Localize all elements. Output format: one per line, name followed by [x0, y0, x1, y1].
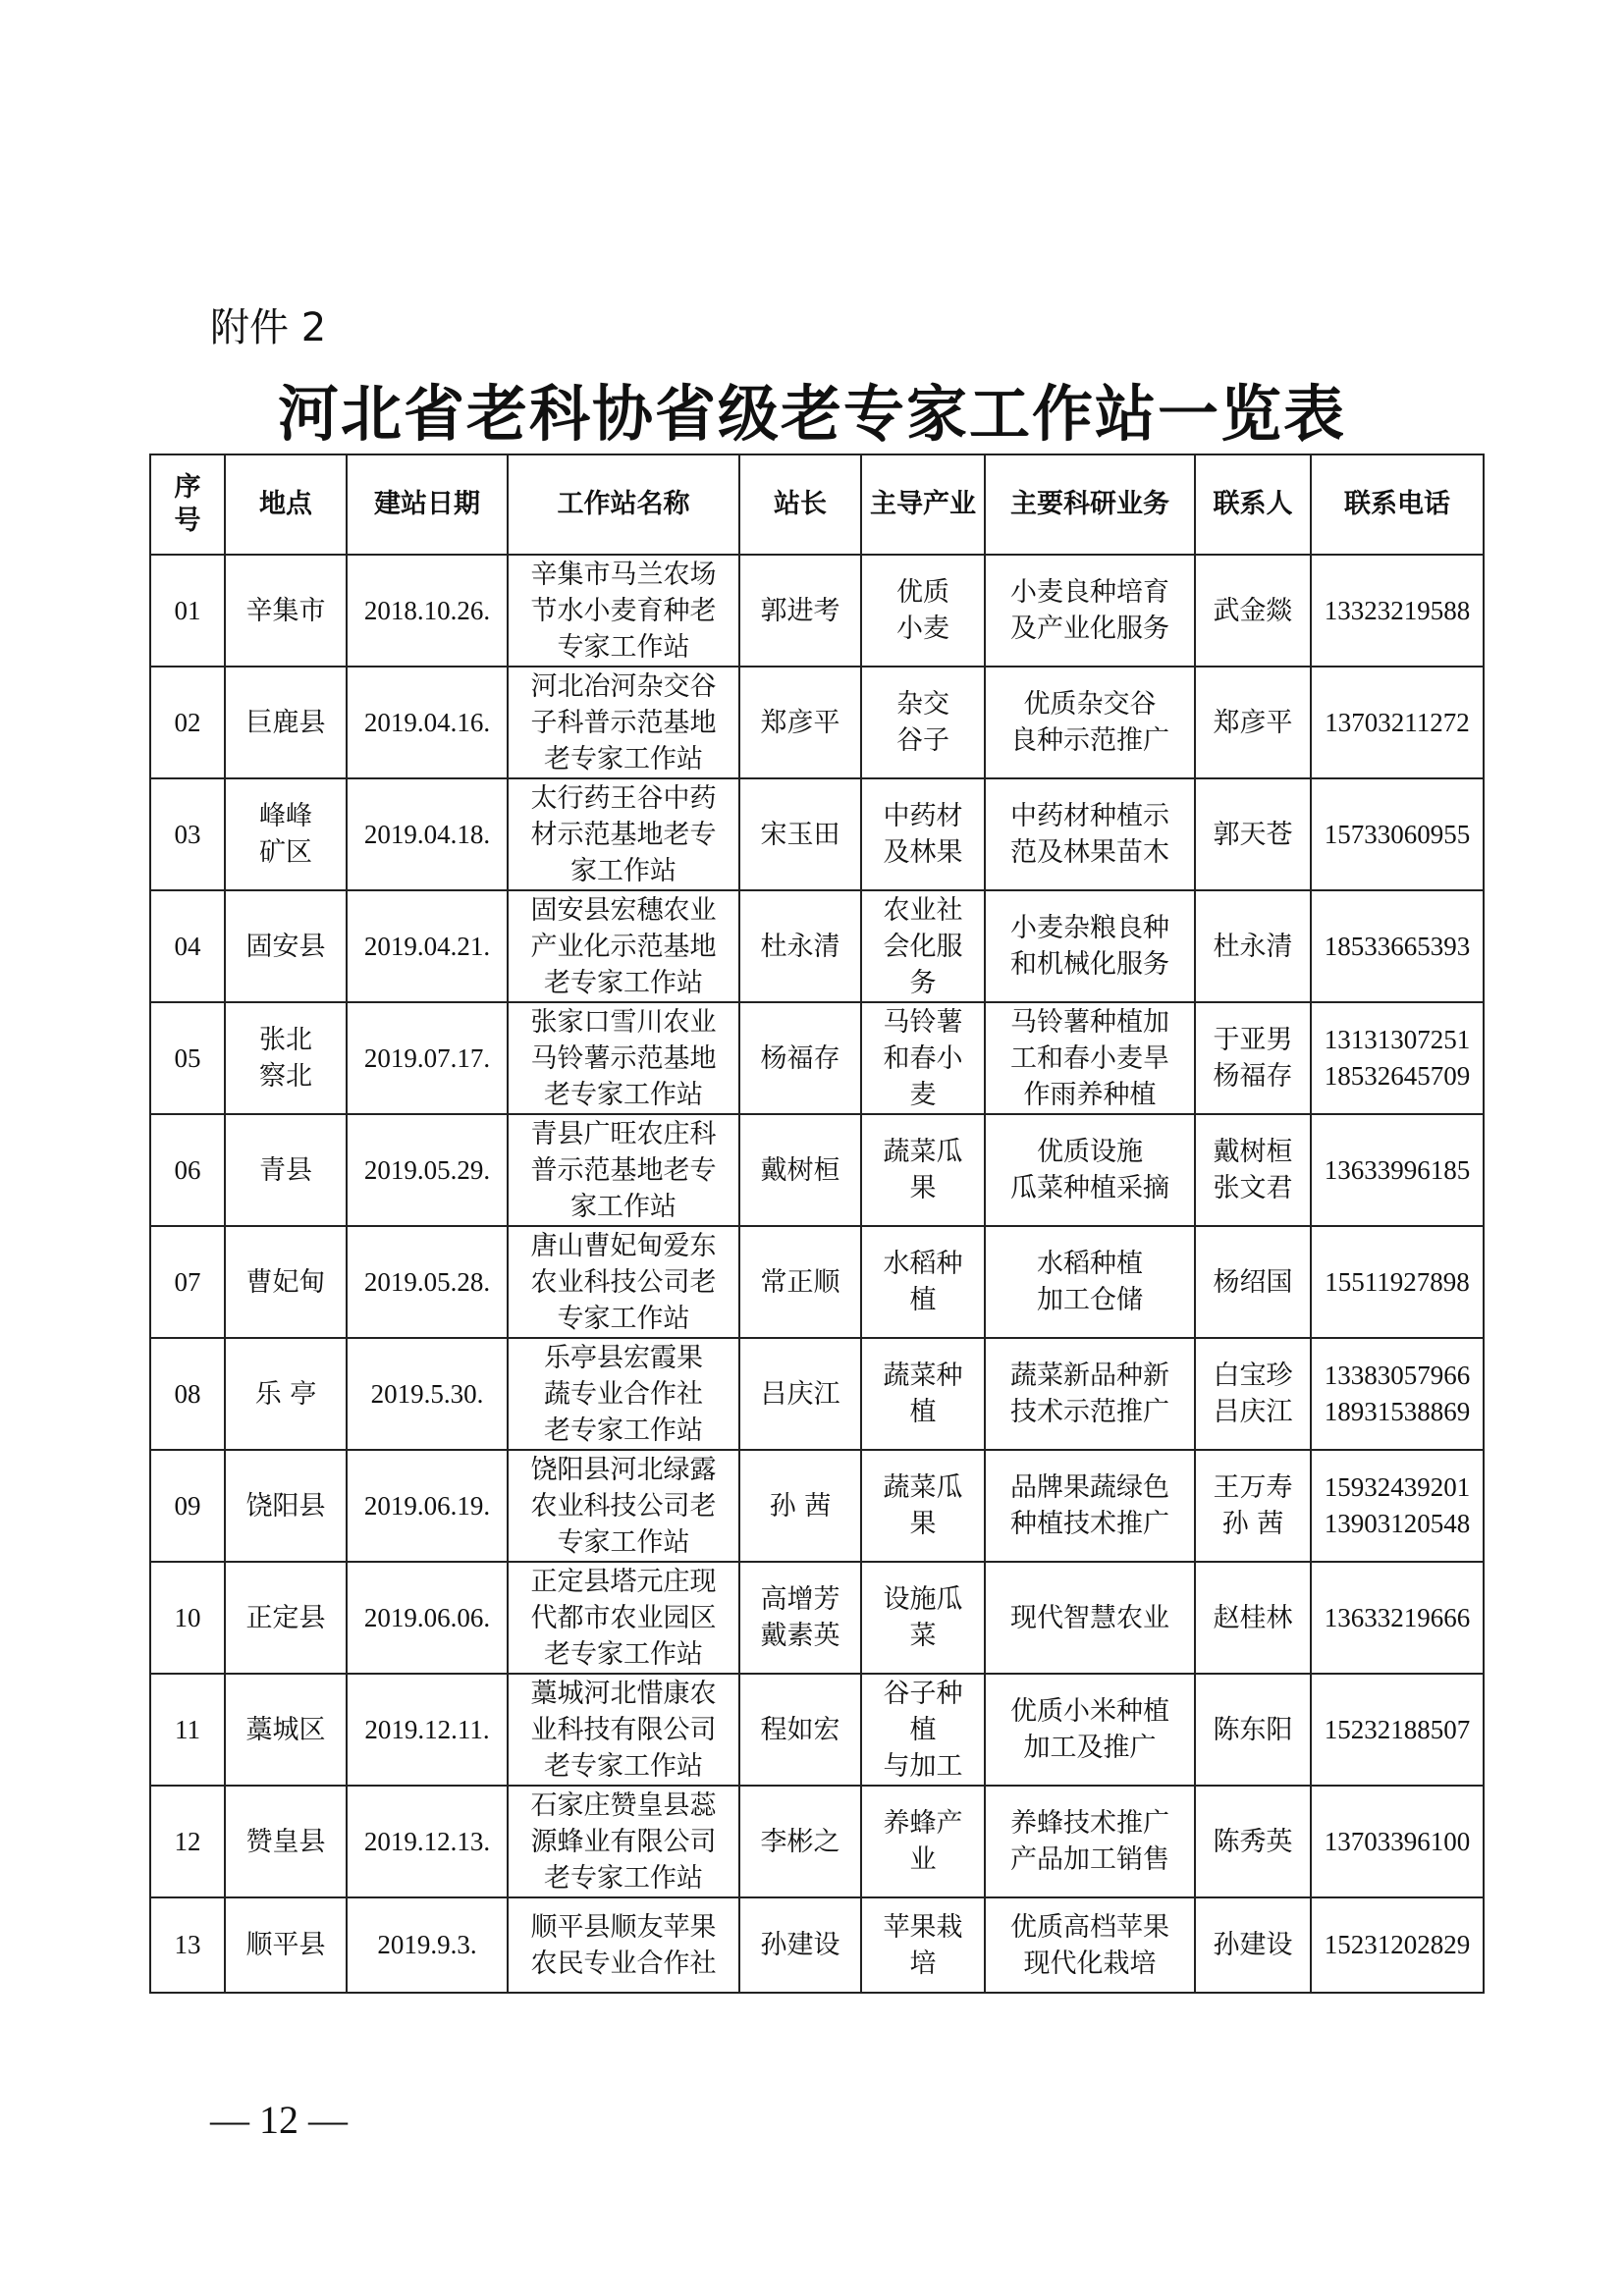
cell-contact: 郑彦平	[1195, 667, 1311, 778]
column-header: 站长	[739, 454, 861, 555]
cell-industry: 优质 小麦	[861, 555, 985, 667]
cell-date: 2019.12.11.	[347, 1674, 508, 1786]
cell-station-head: 孙 茜	[739, 1450, 861, 1562]
table-header-row	[150, 454, 1484, 555]
cell-station-head: 孙建设	[739, 1897, 861, 1993]
cell-no: 03	[150, 778, 225, 890]
cell-phone: 15231202829	[1311, 1897, 1484, 1993]
cell-place: 赞皇县	[225, 1786, 347, 1897]
cell-business: 现代智慧农业	[985, 1562, 1195, 1674]
cell-station-name: 太行药王谷中药 材示范基地老专 家工作站	[508, 778, 739, 890]
cell-station-head: 郑彦平	[739, 667, 861, 778]
table-row	[150, 1450, 1484, 1562]
table-row	[150, 1226, 1484, 1338]
cell-contact: 杜永清	[1195, 890, 1311, 1002]
cell-no: 07	[150, 1226, 225, 1338]
cell-station-name: 唐山曹妃甸爱东 农业科技公司老 专家工作站	[508, 1226, 739, 1338]
cell-phone: 15733060955	[1311, 778, 1484, 890]
cell-industry: 养蜂产 业	[861, 1786, 985, 1897]
cell-business: 中药材种植示 范及林果苗木	[985, 778, 1195, 890]
cell-date: 2019.12.13.	[347, 1786, 508, 1897]
cell-no: 02	[150, 667, 225, 778]
cell-no: 11	[150, 1674, 225, 1786]
cell-station-name: 顺平县顺友苹果 农民专业合作社	[508, 1897, 739, 1993]
cell-station-name: 青县广旺农庄科 普示范基地老专 家工作站	[508, 1114, 739, 1226]
cell-contact: 于亚男 杨福存	[1195, 1002, 1311, 1114]
cell-station-head: 郭进考	[739, 555, 861, 667]
cell-business: 优质小米种植 加工及推广	[985, 1674, 1195, 1786]
page-title: 河北省老科协省级老专家工作站一览表	[277, 378, 1346, 450]
table-row	[150, 1562, 1484, 1674]
cell-industry: 农业社 会化服 务	[861, 890, 985, 1002]
cell-date: 2019.04.21.	[347, 890, 508, 1002]
cell-phone: 13131307251 18532645709	[1311, 1002, 1484, 1114]
cell-business: 小麦良种培育 及产业化服务	[985, 555, 1195, 667]
cell-place: 张北 察北	[225, 1002, 347, 1114]
cell-place: 曹妃甸	[225, 1226, 347, 1338]
cell-contact: 白宝珍 吕庆江	[1195, 1338, 1311, 1450]
cell-business: 优质杂交谷 良种示范推广	[985, 667, 1195, 778]
cell-place: 藁城区	[225, 1674, 347, 1786]
cell-station-head: 常正顺	[739, 1226, 861, 1338]
cell-station-name: 饶阳县河北绿露 农业科技公司老 专家工作站	[508, 1450, 739, 1562]
cell-place: 巨鹿县	[225, 667, 347, 778]
cell-date: 2019.9.3.	[347, 1897, 508, 1993]
table-row	[150, 1338, 1484, 1450]
cell-business: 品牌果蔬绿色 种植技术推广	[985, 1450, 1195, 1562]
column-header: 联系人	[1195, 454, 1311, 555]
cell-industry: 马铃薯 和春小 麦	[861, 1002, 985, 1114]
cell-date: 2018.10.26.	[347, 555, 508, 667]
cell-date: 2019.07.17.	[347, 1002, 508, 1114]
cell-industry: 中药材 及林果	[861, 778, 985, 890]
table-row	[150, 555, 1484, 667]
cell-phone: 15511927898	[1311, 1226, 1484, 1338]
cell-industry: 苹果栽 培	[861, 1897, 985, 1993]
column-header: 建站日期	[347, 454, 508, 555]
cell-date: 2019.5.30.	[347, 1338, 508, 1450]
cell-industry: 蔬菜瓜 果	[861, 1114, 985, 1226]
cell-date: 2019.06.19.	[347, 1450, 508, 1562]
table-row	[150, 1002, 1484, 1114]
cell-business: 马铃薯种植加 工和春小麦旱 作雨养种植	[985, 1002, 1195, 1114]
cell-no: 08	[150, 1338, 225, 1450]
cell-phone: 15232188507	[1311, 1674, 1484, 1786]
cell-station-head: 高增芳 戴素英	[739, 1562, 861, 1674]
cell-place: 正定县	[225, 1562, 347, 1674]
table-row	[150, 1786, 1484, 1897]
cell-station-name: 张家口雪川农业 马铃薯示范基地 老专家工作站	[508, 1002, 739, 1114]
cell-contact: 陈东阳	[1195, 1674, 1311, 1786]
cell-industry: 蔬菜瓜 果	[861, 1450, 985, 1562]
cell-place: 峰峰 矿区	[225, 778, 347, 890]
cell-industry: 谷子种 植 与加工	[861, 1674, 985, 1786]
cell-station-name: 辛集市马兰农场 节水小麦育种老 专家工作站	[508, 555, 739, 667]
cell-no: 13	[150, 1897, 225, 1993]
cell-station-head: 杜永清	[739, 890, 861, 1002]
cell-station-head: 戴树桓	[739, 1114, 861, 1226]
cell-business: 优质高档苹果 现代化栽培	[985, 1897, 1195, 1993]
cell-phone: 13633219666	[1311, 1562, 1484, 1674]
cell-place: 青县	[225, 1114, 347, 1226]
table-row	[150, 1897, 1484, 1993]
cell-place: 顺平县	[225, 1897, 347, 1993]
cell-contact: 戴树桓 张文君	[1195, 1114, 1311, 1226]
cell-place: 饶阳县	[225, 1450, 347, 1562]
column-header: 联系电话	[1311, 454, 1484, 555]
cell-phone: 13383057966 18931538869	[1311, 1338, 1484, 1450]
cell-station-head: 杨福存	[739, 1002, 861, 1114]
table-row	[150, 890, 1484, 1002]
cell-no: 12	[150, 1786, 225, 1897]
cell-business: 水稻种植 加工仓储	[985, 1226, 1195, 1338]
cell-contact: 王万寿 孙 茜	[1195, 1450, 1311, 1562]
attachment-label: 附件 2	[210, 305, 327, 350]
cell-phone: 13703396100	[1311, 1786, 1484, 1897]
cell-station-name: 正定县塔元庄现 代都市农业园区 老专家工作站	[508, 1562, 739, 1674]
cell-business: 小麦杂粮良种 和机械化服务	[985, 890, 1195, 1002]
cell-station-name: 固安县宏穗农业 产业化示范基地 老专家工作站	[508, 890, 739, 1002]
cell-no: 09	[150, 1450, 225, 1562]
cell-industry: 蔬菜种 植	[861, 1338, 985, 1450]
cell-place: 乐 亭	[225, 1338, 347, 1450]
cell-phone: 18533665393	[1311, 890, 1484, 1002]
station-table	[149, 454, 1485, 1994]
cell-phone: 15932439201 13903120548	[1311, 1450, 1484, 1562]
cell-no: 04	[150, 890, 225, 1002]
cell-station-name: 乐亭县宏霞果 蔬专业合作社 老专家工作站	[508, 1338, 739, 1450]
cell-date: 2019.05.28.	[347, 1226, 508, 1338]
cell-no: 05	[150, 1002, 225, 1114]
cell-industry: 水稻种 植	[861, 1226, 985, 1338]
cell-business: 养蜂技术推广 产品加工销售	[985, 1786, 1195, 1897]
cell-station-head: 吕庆江	[739, 1338, 861, 1450]
table-row	[150, 778, 1484, 890]
cell-phone: 13633996185	[1311, 1114, 1484, 1226]
page-number: — 12 —	[210, 2098, 348, 2142]
cell-contact: 陈秀英	[1195, 1786, 1311, 1897]
cell-contact: 孙建设	[1195, 1897, 1311, 1993]
cell-station-head: 程如宏	[739, 1674, 861, 1786]
cell-contact: 赵桂林	[1195, 1562, 1311, 1674]
cell-industry: 设施瓜 菜	[861, 1562, 985, 1674]
cell-industry: 杂交 谷子	[861, 667, 985, 778]
cell-no: 10	[150, 1562, 225, 1674]
column-header: 主要科研业务	[985, 454, 1195, 555]
table-row	[150, 667, 1484, 778]
cell-station-name: 藁城河北惜康农 业科技有限公司 老专家工作站	[508, 1674, 739, 1786]
column-header: 工作站名称	[508, 454, 739, 555]
cell-station-name: 石家庄赞皇县蕊 源蜂业有限公司 老专家工作站	[508, 1786, 739, 1897]
cell-station-head: 李彬之	[739, 1786, 861, 1897]
cell-business: 优质设施 瓜菜种植采摘	[985, 1114, 1195, 1226]
cell-business: 蔬菜新品种新 技术示范推广	[985, 1338, 1195, 1450]
cell-date: 2019.05.29.	[347, 1114, 508, 1226]
cell-phone: 13703211272	[1311, 667, 1484, 778]
table-body	[150, 555, 1484, 1993]
cell-contact: 杨绍国	[1195, 1226, 1311, 1338]
cell-contact: 武金燚	[1195, 555, 1311, 667]
column-header: 地点	[225, 454, 347, 555]
table-row	[150, 1114, 1484, 1226]
cell-station-name: 河北冶河杂交谷 子科普示范基地 老专家工作站	[508, 667, 739, 778]
cell-contact: 郭天苍	[1195, 778, 1311, 890]
cell-no: 01	[150, 555, 225, 667]
column-header: 主导产业	[861, 454, 985, 555]
cell-date: 2019.04.16.	[347, 667, 508, 778]
cell-place: 固安县	[225, 890, 347, 1002]
cell-station-head: 宋玉田	[739, 778, 861, 890]
cell-phone: 13323219588	[1311, 555, 1484, 667]
column-header: 序 号	[150, 454, 225, 555]
table-row	[150, 1674, 1484, 1786]
cell-place: 辛集市	[225, 555, 347, 667]
cell-date: 2019.04.18.	[347, 778, 508, 890]
cell-no: 06	[150, 1114, 225, 1226]
cell-date: 2019.06.06.	[347, 1562, 508, 1674]
